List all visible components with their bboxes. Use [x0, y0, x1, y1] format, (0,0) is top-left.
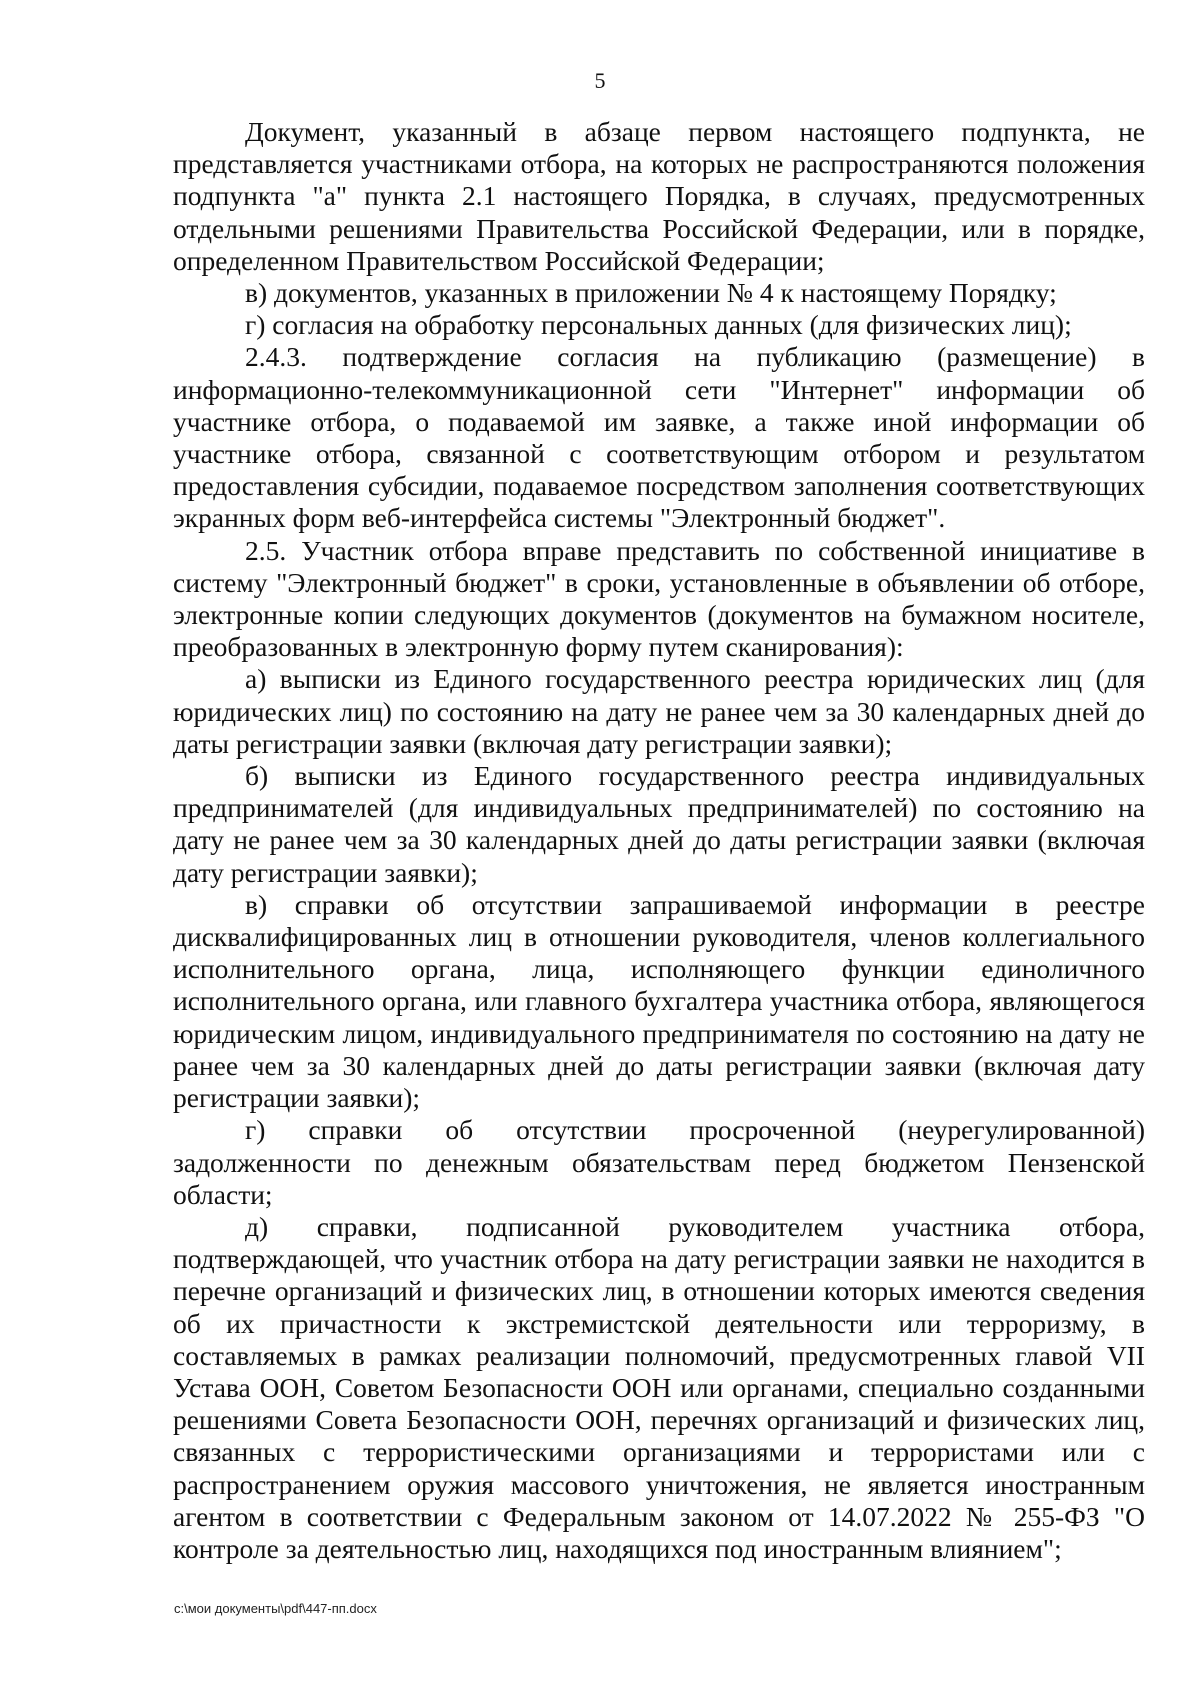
paragraph-document-not-required: Документ, указанный в абзаце первом настоящего подпункта, не представляется участниками отбора, на которых не распространяются положения подпункта "а" пункта 2.1 настоящего Порядка, в случаях, предусмотренных отдельными решениями Правительства Российской Федерации, или в порядке, определенном Правительством Российской Федерации;: [173, 116, 1145, 276]
paragraph-2-4-3: 2.4.3. подтверждение согласия на публикацию (размещение) в информационно-телекоммуникационной сети "Интернет" информации об участнике отбора, о подаваемой им заявке, а также иной информации об участнике отбора, связанной с соответствующим отбором и результатом предоставления субсидии, подаваемое посредством заполнения соответствующих экранных форм веб-интерфейса системы "Электронный бюджет".: [173, 341, 1145, 534]
paragraph-2-5: 2.5. Участник отбора вправе представить по собственной инициативе в систему "Электронный бюджет" в сроки, установленные в объявлении об отборе, электронные копии следующих документов (документов на бумажном носителе, преобразованных в электронную форму путем сканирования):: [173, 534, 1145, 663]
paragraph-item-v-disqualified: в) справки об отсутствии запрашиваемой информации в реестре дисквалифицированных лиц в отношении руководителя, членов коллегиального исполнительного органа, лица, исполняющего функции единоличного исполнительного органа, или главного бухгалтера участника отбора, являющегося юридическим лицом, индивидуального предпринимателя по состоянию на дату не ранее чем за 30 календарных дней до даты регистрации заявки (включая дату регистрации заявки);: [173, 888, 1145, 1114]
paragraph-item-v-documents: в) документов, указанных в приложении № 4 к настоящему Порядку;: [245, 277, 1057, 309]
paragraph-item-d-terrorism: д) справки, подписанной руководителем участника отбора, подтверждающей, что участник отбора на дату регистрации заявки не находится в перечне организаций и физических лиц, в отношении которых имеются сведения об их причастности к экстремистской деятельности или терроризму, в составляемых в рамках реализации полномочий, предусмотренных главой VII Устава ООН, Советом Безопасности ООН или органами, специально созданными решениями Совета Безопасности ООН, перечнях организаций и физических лиц, связанных с террористическими организациями и террористами или с распространением оружия массового уничтожения, не является иностранным агентом в соответствии с Федеральным законом от 14.07.2022 № 255-ФЗ "О контроле за деятельностью лиц, находящихся под иностранным влиянием";: [173, 1210, 1145, 1564]
paragraph-item-a-extract-legal: а) выписки из Единого государственного реестра юридических лиц (для юридических лиц) по состоянию на дату не ранее чем за 30 календарных дней до даты регистрации заявки (включая дату регистрации заявки);: [173, 663, 1145, 759]
page-number: 5: [594, 68, 606, 93]
paragraph-item-b-extract-individual: б) выписки из Единого государственного реестра индивидуальных предпринимателей (для индивидуальных предпринимателей) по состоянию на дату не ранее чем за 30 календарных дней до даты регистрации заявки (включая дату регистрации заявки);: [173, 760, 1145, 888]
footer-file-path: c:\мои документы\pdf\447-пп.docx: [174, 1601, 377, 1616]
paragraph-item-g-debt: г) справки об отсутствии просроченной (неурегулированной) задолженности по денежным обязательствам перед бюджетом Пензенской области;: [173, 1114, 1145, 1210]
document-body: [173, 116, 1145, 1565]
paragraph-item-g-consent: г) согласия на обработку персональных данных (для физических лиц);: [245, 309, 1072, 341]
